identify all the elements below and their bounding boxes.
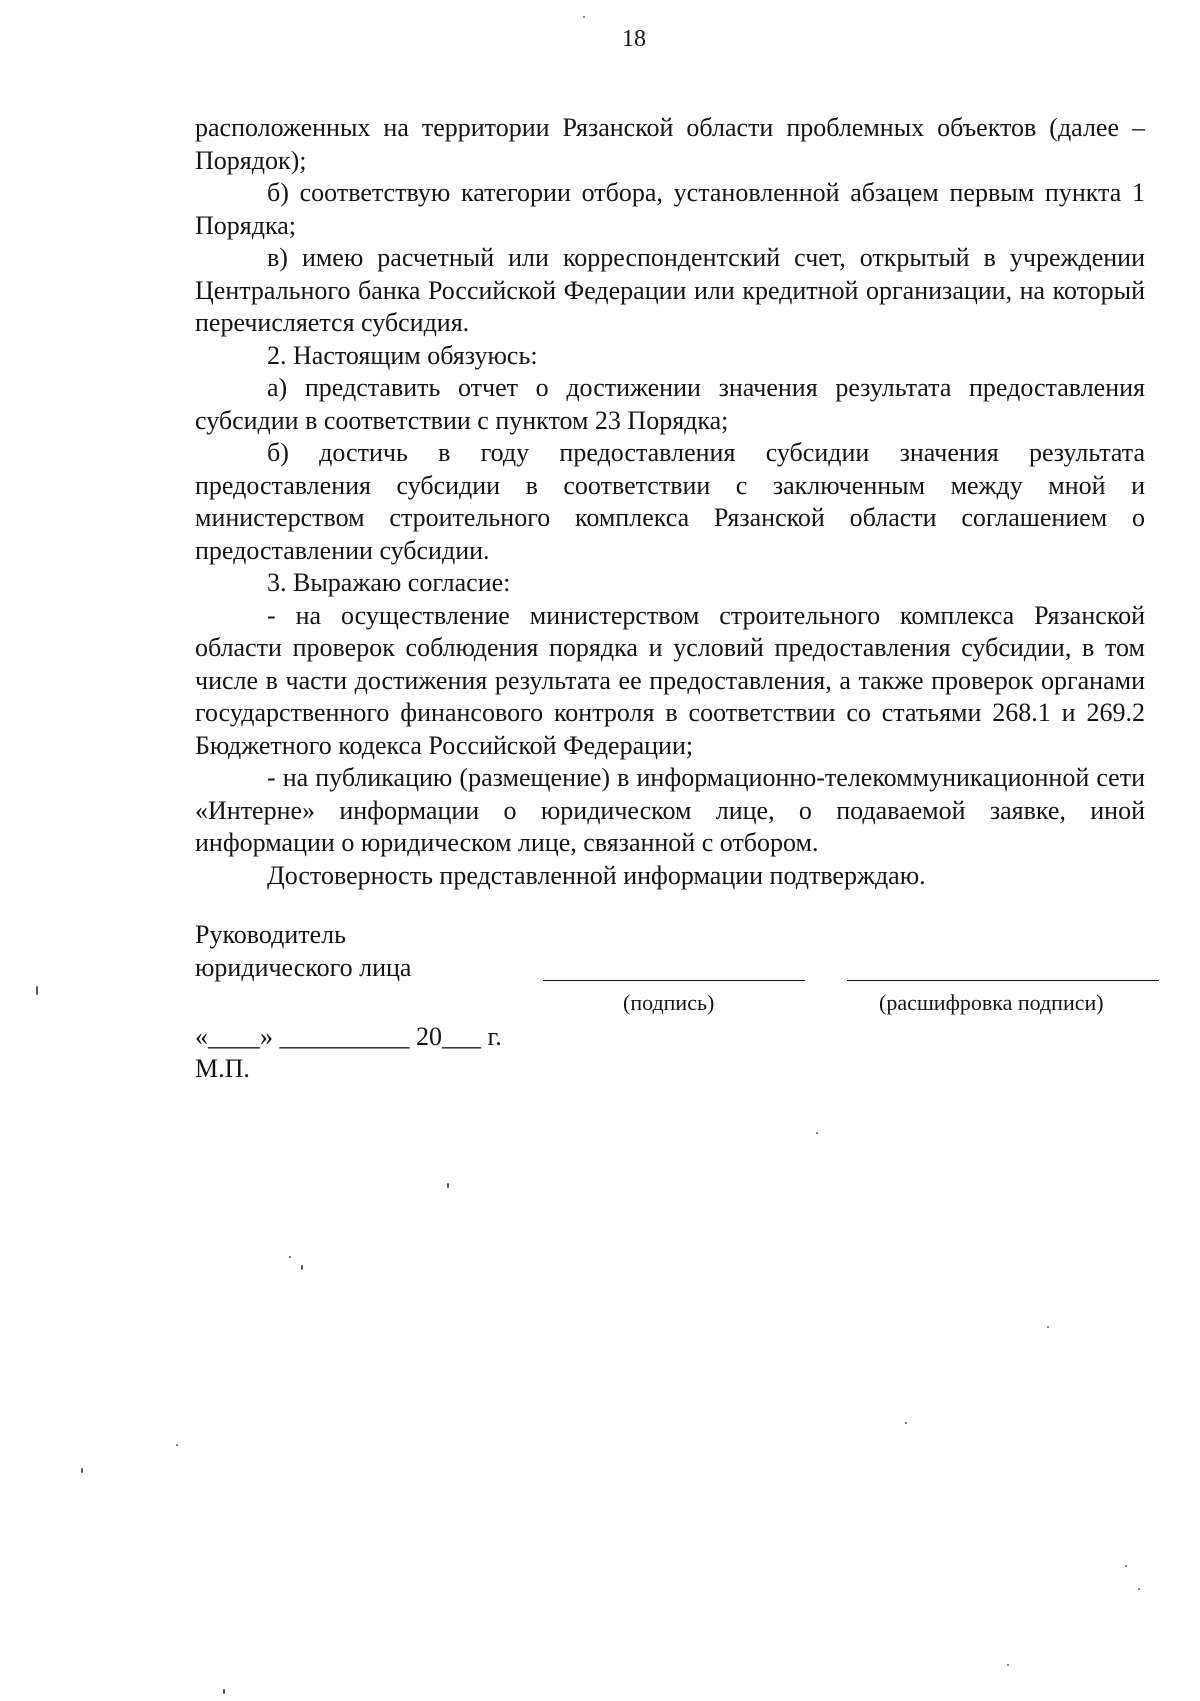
section-3-heading: 3. Выражаю согласие: bbox=[267, 568, 511, 597]
scan-speck bbox=[289, 1256, 291, 1258]
scan-speck bbox=[816, 1132, 818, 1134]
date-line: «____» __________ 20___ г. bbox=[195, 1022, 502, 1051]
confirmation-statement: Достоверность представленной информации подтверждаю. bbox=[267, 860, 926, 890]
clause-b-category: б) соответствую категории отбора, установленной абзацем первым пункта 1 Порядка; bbox=[195, 178, 1145, 240]
signatory-role bbox=[195, 919, 411, 984]
signature-decode-line bbox=[847, 980, 1159, 981]
clause-b-achieve: б) достичь в году предоставления субсидии значения результата предоставления субсидии в соответствии с заключенным между мной и министерством строительного комплекса Рязанской области соглашением о предоставлении субсидии. bbox=[195, 438, 1145, 565]
scan-speck bbox=[905, 1422, 907, 1424]
scan-speck bbox=[36, 986, 38, 995]
role-line-1: Руководитель bbox=[195, 920, 346, 949]
clause-v-account: в) имею расчетный или корреспондентский счет, открытый в учреждении Центрального банка Российской Федерации или кредитной организации, на который перечисляется субсидия. bbox=[195, 243, 1145, 337]
scan-speck bbox=[1047, 1326, 1049, 1328]
scan-speck bbox=[301, 1265, 303, 1270]
scan-speck bbox=[1138, 1588, 1140, 1590]
scan-speck bbox=[81, 1468, 83, 1473]
seal-mark: М.П. bbox=[195, 1054, 250, 1083]
scan-speck bbox=[447, 1183, 449, 1188]
signature-caption: (подпись) bbox=[623, 990, 715, 1015]
scan-speck bbox=[223, 1689, 225, 1694]
scan-speck bbox=[1125, 1565, 1127, 1567]
role-line-2: юридического лица bbox=[195, 952, 412, 982]
signature-decode-caption: (расшифровка подписи) bbox=[879, 990, 1104, 1015]
scan-speck bbox=[1007, 1664, 1009, 1666]
consent-inspections: - на осуществление министерством строительного комплекса Рязанской области проверок соблюдения порядка и условий предоставления субсидии, в том числе в части достижения результата ее предоставления, а также проверок органами государственного финансового контроля в соответствии со статьями 268.1 и 269.2 Бюджетного кодекса Российской Федерации; bbox=[195, 600, 1145, 760]
clause-a-report: а) представить отчет о достижении значения результата предоставления субсидии в соответствии с пунктом 23 Порядка; bbox=[195, 373, 1145, 435]
scan-speck bbox=[176, 1444, 178, 1446]
consent-publication: - на публикацию (размещение) в информационно-телекоммуникационной сети «Интерне» информации о юридическом лице, о подаваемой заявке, иной информации о юридическом лице, связанной с отбором. bbox=[195, 763, 1145, 857]
section-2-heading: 2. Настоящим обязуюсь: bbox=[267, 340, 538, 370]
signature-line bbox=[543, 980, 805, 981]
scan-speck bbox=[583, 16, 585, 18]
signature-block bbox=[195, 919, 1165, 1089]
page-number: 18 bbox=[622, 26, 646, 52]
document-body bbox=[195, 112, 1145, 892]
paragraph-continuation: расположенных на территории Рязанской области проблемных объектов (далее – Порядок); bbox=[195, 113, 1145, 175]
